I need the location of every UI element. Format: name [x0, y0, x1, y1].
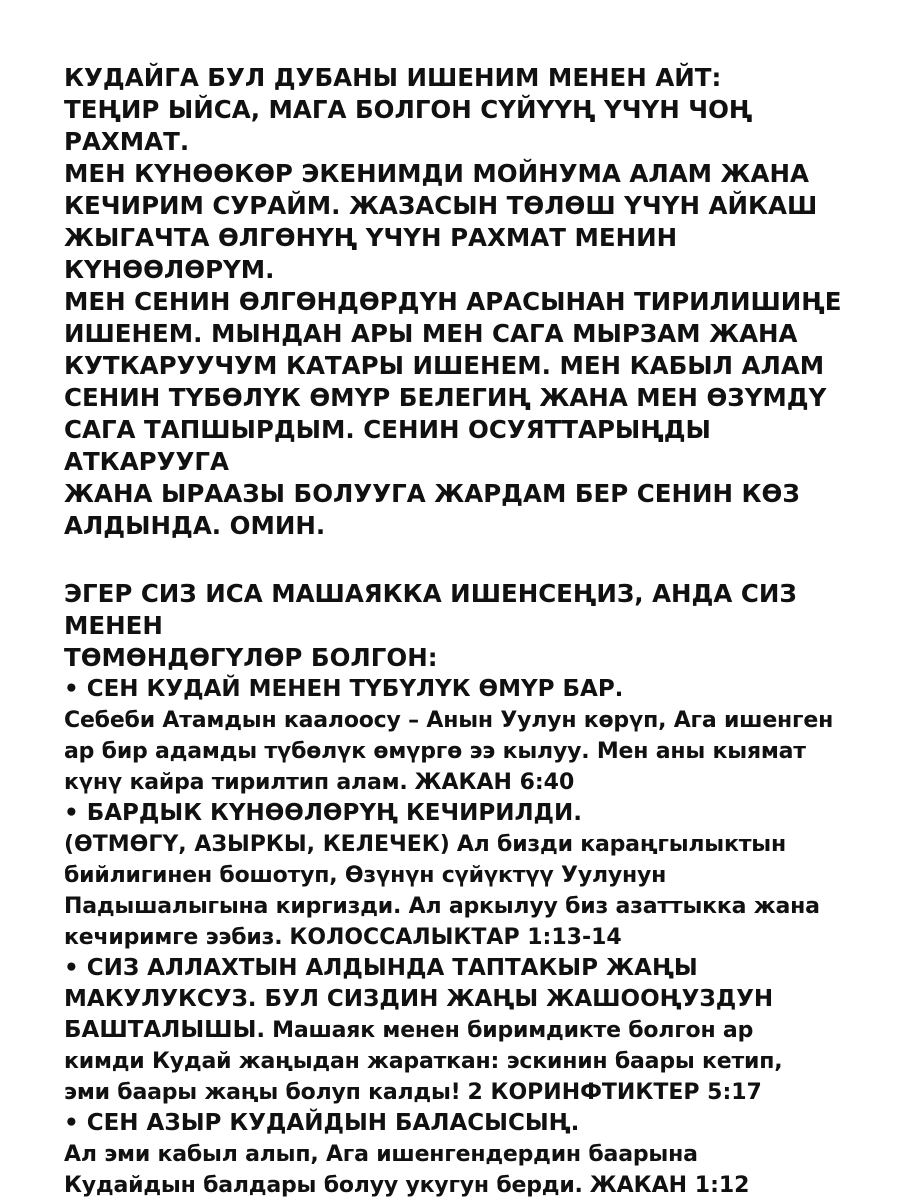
prayer-section [64, 62, 884, 542]
prayer-body: ТЕҢИР ЫЙСА, МАГА БОЛГОН СҮЙҮҮҢ ҮЧҮН ЧОҢ РАХМАТ. МЕН КҮНӨӨКӨР ЭКЕНИМДИ МОЙНУМА АЛАМ ЖАНА КЕЧИРИМ СУРАЙМ. ЖАЗАСЫН ТӨЛӨШ ҮЧҮН АЙКАШ ЖЫГАЧТА ӨЛГӨНҮҢ ҮЧҮН РАХМАТ МЕНИН КҮНӨӨЛӨРҮМ. МЕН СЕНИН ӨЛГӨНДӨРДҮН АРАСЫНАН ТИРИЛИШИҢЕ ИШЕНЕМ. МЫНДАН АРЫ МЕН САГА МЫРЗАМ ЖАНА КУТКАРУУЧУМ КАТАРЫ ИШЕНЕМ. МЕН КАБЫЛ АЛАМ СЕНИН ТҮБӨЛҮК ӨМҮР БЕЛЕГИҢ ЖАНА МЕН ӨЗҮМДҮ САГА ТАПШЫРДЫМ. СЕНИН ОСУЯТТАРЫҢДЫ АТКАРУУГА ЖАНА ЫРААЗЫ БОЛУУГА ЖАРДАМ БЕР СЕНИН КӨЗ АЛДЫНДА. ОМИН. [64, 95, 842, 540]
benefits-section [64, 578, 884, 1201]
benefit-text: Машаяк менен биримдикте болгон ар кимди Кудай жаңыдан жараткан: эскинин баары кетип, эми баары жаңы болуп калды! [64, 1018, 783, 1105]
benefit-title: • СЕН КУДАЙ МЕНЕН ТҮБҮЛҮК ӨМҮР БАР. [64, 676, 624, 702]
benefit-item [64, 953, 884, 1108]
prayer-heading: КУДАЙГА БУЛ ДУБАНЫ ИШЕНИМ МЕНЕН АЙТ: [64, 63, 722, 92]
scripture-reference: 2 КОРИНФТИКТЕР 5:17 [467, 1080, 762, 1105]
benefit-item [64, 1108, 884, 1201]
scripture-reference: ЖАКАН 1:12 [589, 1173, 750, 1198]
benefit-text: Себеби Атамдын каалоосу – Анын Уулун көрүп, Ага ишенген ар бир адамды түбөлүк өмүргө ээ кылуу. Мен аны кыямат күнү кайра тирилтип алам. [64, 708, 834, 795]
benefits-intro: ЭГЕР СИЗ ИСА МАШАЯККА ИШЕНСЕҢИЗ, АНДА СИЗ МЕНЕН ТӨМӨНДӨГҮЛӨР БОЛГОН: [64, 579, 797, 672]
benefit-title: • БАРДЫК КҮНӨӨЛӨРҮҢ КЕЧИРИЛДИ. [64, 800, 583, 826]
scripture-reference: ЖАКАН 6:40 [414, 770, 575, 795]
benefit-text: Ал бизди караңгылыктын бийлигинен бошотуп, Өзүнүн сүйүктүү Уулунун Падышалыгына киргизди. Ал аркылуу биз азаттыкка жана кечиримге ээбиз. [64, 832, 820, 950]
scripture-reference: КОЛОССАЛЫКТАР 1:13-14 [289, 925, 622, 950]
benefit-title: • СЕН АЗЫР КУДАЙДЫН БАЛАСЫСЫҢ. [64, 1110, 580, 1136]
benefit-item [64, 798, 884, 953]
benefit-text: Ал эми кабыл алып, Ага ишенгендердин баарына Кудайдын балдары болуу укугун берди. [64, 1142, 698, 1198]
benefit-item [64, 674, 884, 798]
benefit-title: • СИЗ АЛЛАХТЫН АЛДЫНДА ТАПТАКЫР ЖАҢЫ МАКУЛУКСУЗ. БУЛ СИЗДИН ЖАҢЫ ЖАШООҢУЗДУН БАШТАЛЫШЫ. [64, 955, 774, 1043]
benefit-lead: (ӨТМӨГҮ, АЗЫРКЫ, КЕЛЕЧЕК) [64, 832, 450, 857]
document-page [64, 62, 884, 1201]
